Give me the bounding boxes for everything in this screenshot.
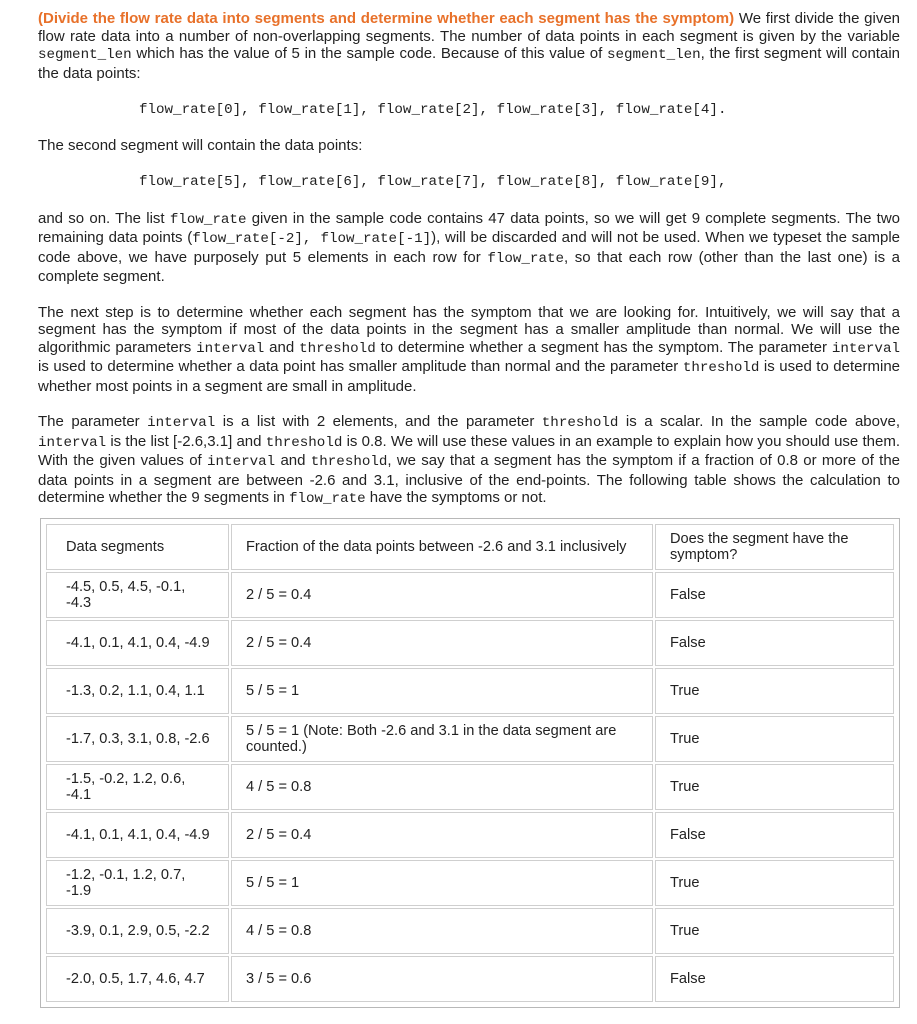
fraction-cell: 5 / 5 = 1 (Note: Both -2.6 and 3.1 in the data segment are counted.) (231, 716, 653, 762)
symptom-cell: True (655, 668, 894, 714)
fraction-cell: 5 / 5 = 1 (231, 668, 653, 714)
document-body (38, 10, 900, 509)
header-symptom: Does the segment have the symptom? (655, 524, 894, 570)
symptom-cell: False (655, 620, 894, 666)
segment-cell: -1.7, 0.3, 3.1, 0.8, -2.6 (46, 716, 229, 762)
symptom-paragraph: The next step is to determine whether each segment has the symptom that we are looking for. Intuitively, we will say that a segment has the symptom if most of the data points in the segment has a smaller amplitude than normal. We will use the algorithmic parameters interval and threshold to determine whether a segment has the symptom. The parameter interval is used to determine whether a data point has smaller amplitude than normal and the parameter threshold is used to determine whether most points in a segment are small in amplitude. (38, 303, 900, 395)
segment-cell: -1.5, -0.2, 1.2, 0.6, -4.1 (46, 764, 229, 810)
table-row (46, 572, 894, 618)
symptom-cell: True (655, 716, 894, 762)
header-data-segments: Data segments (46, 524, 229, 570)
code-line-second-segment: flow_rate[5], flow_rate[6], flow_rate[7], flow_rate[8], flow_rate[9], (139, 173, 727, 190)
segment-cell: -4.1, 0.1, 4.1, 0.4, -4.9 (46, 620, 229, 666)
fraction-cell: 2 / 5 = 0.4 (231, 572, 653, 618)
fraction-cell: 2 / 5 = 0.4 (231, 812, 653, 858)
symptom-cell: True (655, 860, 894, 906)
segment-cell: -4.5, 0.5, 4.5, -0.1, -4.3 (46, 572, 229, 618)
segment-cell: -3.9, 0.1, 2.9, 0.5, -2.2 (46, 908, 229, 954)
parameters-paragraph: The parameter interval is a list with 2 elements, and the parameter threshold is a scalar. In the sample code above, interval is the list [-2.6,3.1] and threshold is 0.8. We will use these values in an example to explain how you should use them. With the given values of interval and threshold, we say that a segment has the symptom if a fraction of 0.8 or more of the data points in a segment are between -2.6 and 3.1, inclusive of the end-points. The following table shows the calculation to determine whether the 9 segments in flow_rate have the symptoms or not. (38, 413, 900, 507)
table-row (46, 620, 894, 666)
table-header-row (46, 524, 894, 570)
table-row (46, 716, 894, 762)
table-row (46, 812, 894, 858)
symptom-cell: False (655, 812, 894, 858)
header-fraction: Fraction of the data points between -2.6 and 3.1 inclusively (231, 524, 653, 570)
fraction-cell: 4 / 5 = 0.8 (231, 764, 653, 810)
segment-cell: -1.3, 0.2, 1.1, 0.4, 1.1 (46, 668, 229, 714)
symptom-cell: True (655, 764, 894, 810)
symptom-cell: False (655, 956, 894, 1002)
table-row (46, 668, 894, 714)
segment-cell: -4.1, 0.1, 4.1, 0.4, -4.9 (46, 812, 229, 858)
symptom-cell: False (655, 572, 894, 618)
table-row (46, 956, 894, 1002)
segments-table (40, 518, 900, 1008)
segment-cell: -1.2, -0.1, 1.2, 0.7, -1.9 (46, 860, 229, 906)
table-row (46, 908, 894, 954)
segments-paragraph: and so on. The list flow_rate given in the sample code contains 47 data points, so we will get 9 complete segments. The two remaining data points (flow_rate[-2], flow_rate[-1]), will be discarded and will not be used. When we typeset the sample code above, we have purposely put 5 elements in each row for flow_rate, so that each row (other than the last one) is a complete segment. (38, 209, 901, 285)
fraction-cell: 5 / 5 = 1 (231, 860, 653, 906)
second-segment-text: The second segment will contain the data points: (38, 137, 363, 154)
fraction-cell: 2 / 5 = 0.4 (231, 620, 653, 666)
section-heading: (Divide the flow rate data into segments and determine whether each segment has the symptom) (38, 10, 735, 27)
fraction-cell: 3 / 5 = 0.6 (231, 956, 653, 1002)
segment-cell: -2.0, 0.5, 1.7, 4.6, 4.7 (46, 956, 229, 1002)
intro-paragraph: (Divide the flow rate data into segments and determine whether each segment has the symptom) We first divide the given flow rate data into a number of non-overlapping segments. The number of data points in each segment is given by the variable segment_len which has the value of 5 in the sample code. Because of this value of segment_len, the first segment will contain the data points: (38, 10, 901, 82)
code-line-first-segment: flow_rate[0], flow_rate[1], flow_rate[2], flow_rate[3], flow_rate[4]. (139, 102, 727, 118)
symptom-cell: True (655, 908, 894, 954)
table-row (46, 764, 894, 810)
fraction-cell: 4 / 5 = 0.8 (231, 908, 653, 954)
table-row (46, 860, 894, 906)
